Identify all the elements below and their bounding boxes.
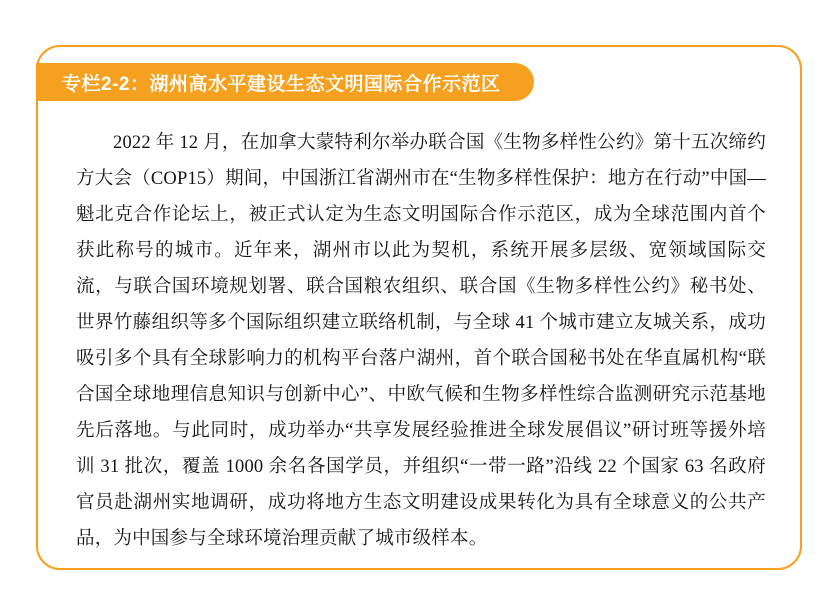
callout-header-banner	[36, 63, 534, 101]
callout-body-text: 2022 年 12 月，在加拿大蒙特利尔举办联合国《生物多样性公约》第十五次缔约方大会（COP15）期间，中国浙江省湖州市在“生物多样性保护：地方在行动”中国—魁北克合作论坛上，被正式认定为生态文明国际合作示范区，成为全球范围内首个获此称号的城市。近年来，湖州市以此为契机，系统开展多层级、宽领域国际交流，与联合国环境规划署、联合国粮农组织、联合国《生物多样性公约》秘书处、世界竹藤组织等多个国际组织建立联络机制，与全球 41 个城市建立友城关系，成功吸引多个具有全球影响力的机构平台落户湖州，首个联合国秘书处在华直属机构“联合国全球地理信息知识与创新中心”、中欧气候和生物多样性综合监测研究示范基地先后落地。与此同时，成功举办“共享发展经验推进全球发展倡议”研讨班等援外培训 31 批次，覆盖 1000 余名各国学员，并组织“一带一路”沿线 22 个国家 63 名政府官员赴湖州实地调研，成功将地方生态文明建设成果转化为具有全球意义的公共产品，为中国参与全球环境治理贡献了城市级样本。	[76, 133, 766, 549]
callout-header-title: 专栏2-2：湖州高水平建设生态文明国际合作示范区	[62, 73, 501, 95]
callout-box	[36, 45, 802, 570]
